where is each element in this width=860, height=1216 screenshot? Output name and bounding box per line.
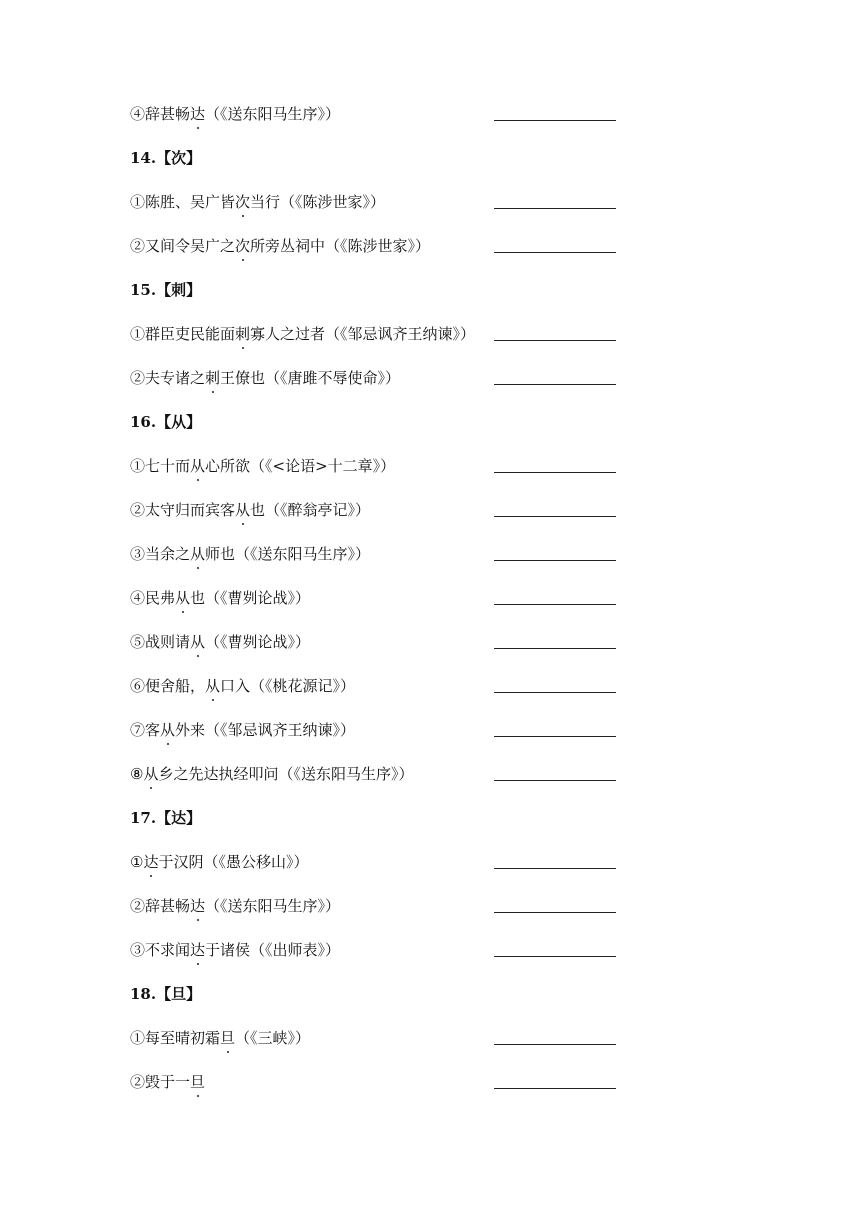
exercise-item bbox=[130, 366, 630, 410]
exercise-item bbox=[130, 498, 630, 542]
sentence-text bbox=[130, 850, 308, 874]
sentence-after: 当行（《陈涉世家》） bbox=[250, 193, 386, 211]
sentence-after: 外来（《邹忌讽齐王纳谏》） bbox=[175, 721, 356, 739]
sentence-text bbox=[130, 542, 370, 566]
answer-blank[interactable] bbox=[494, 692, 616, 693]
sentence-before: ①七十而 bbox=[130, 457, 191, 475]
emphasized-character: 达 bbox=[143, 850, 158, 874]
answer-blank[interactable] bbox=[494, 516, 616, 517]
sentence-before: ①每至晴初霜 bbox=[130, 1029, 221, 1047]
exercise-list bbox=[130, 102, 630, 1114]
sentence-before: ④民弗 bbox=[130, 589, 176, 607]
emphasized-character: 刺 bbox=[205, 366, 220, 390]
emphasized-character: 从 bbox=[190, 630, 205, 654]
sentence-before: ⑧ bbox=[130, 765, 144, 783]
emphasized-character: 达 bbox=[190, 894, 205, 918]
sentence-before: ①陈胜、吴广皆 bbox=[130, 193, 236, 211]
exercise-item bbox=[130, 190, 630, 234]
sentence-text bbox=[130, 1070, 205, 1094]
emphasized-character: 达 bbox=[190, 938, 205, 962]
answer-blank[interactable] bbox=[494, 208, 616, 209]
answer-blank[interactable] bbox=[494, 912, 616, 913]
emphasized-character: 从 bbox=[160, 718, 175, 742]
sentence-after: （《曹刿论战》） bbox=[205, 633, 311, 651]
sentence-text bbox=[130, 366, 400, 390]
exercise-item bbox=[130, 894, 630, 938]
sentence-after: 也（《曹刿论战》） bbox=[190, 589, 311, 607]
emphasized-character: 从 bbox=[175, 586, 190, 610]
sentence-text bbox=[130, 1026, 310, 1050]
sentence-before: ②夫专诸之 bbox=[130, 369, 206, 387]
sentence-before: ⑥便舍船， bbox=[130, 677, 206, 695]
sentence-after: 于汉阴（《愚公移山》） bbox=[158, 853, 309, 871]
exercise-item bbox=[130, 234, 630, 278]
answer-blank[interactable] bbox=[494, 736, 616, 737]
answer-blank[interactable] bbox=[494, 780, 616, 781]
exercise-item bbox=[130, 850, 630, 894]
sentence-text bbox=[130, 322, 475, 346]
emphasized-character: 从 bbox=[205, 674, 220, 698]
sentence-after: （《送东阳马生序》） bbox=[205, 105, 341, 123]
sentence-after: 乡之先达执经叩问（《送东阳马生序》） bbox=[158, 765, 414, 783]
sentence-before: ②太守归而宾客 bbox=[130, 501, 236, 519]
exercise-item bbox=[130, 938, 630, 982]
sentence-before: ④辞甚畅 bbox=[130, 105, 191, 123]
section-heading bbox=[130, 278, 630, 322]
sentence-text bbox=[130, 762, 413, 786]
answer-blank[interactable] bbox=[494, 604, 616, 605]
section-heading-text: 17.【达】 bbox=[130, 809, 202, 827]
exercise-item bbox=[130, 1070, 630, 1114]
exercise-item bbox=[130, 674, 630, 718]
sentence-after: （《送东阳马生序》） bbox=[205, 897, 341, 915]
sentence-text bbox=[130, 498, 370, 522]
answer-blank[interactable] bbox=[494, 956, 616, 957]
exercise-item bbox=[130, 542, 630, 586]
section-heading-text: 15.【刺】 bbox=[130, 281, 202, 299]
exercise-item bbox=[130, 762, 630, 806]
answer-blank[interactable] bbox=[494, 120, 616, 121]
emphasized-character: 刺 bbox=[235, 322, 250, 346]
section-heading bbox=[130, 410, 630, 454]
sentence-after: 于诸侯（《出师表》） bbox=[205, 941, 341, 959]
emphasized-character: 从 bbox=[143, 762, 158, 786]
emphasized-character: 次 bbox=[235, 190, 250, 214]
emphasized-character: 从 bbox=[190, 454, 205, 478]
sentence-after: 寡人之过者（《邹忌讽齐王纳谏》） bbox=[250, 325, 476, 343]
answer-blank[interactable] bbox=[494, 868, 616, 869]
sentence-text bbox=[130, 190, 385, 214]
exercise-item bbox=[130, 322, 630, 366]
emphasized-character: 达 bbox=[190, 102, 205, 126]
sentence-after: 师也（《送东阳马生序》） bbox=[205, 545, 371, 563]
answer-blank[interactable] bbox=[494, 252, 616, 253]
sentence-text bbox=[130, 454, 395, 478]
sentence-before: ⑦客 bbox=[130, 721, 161, 739]
section-heading bbox=[130, 982, 630, 1026]
answer-blank[interactable] bbox=[494, 648, 616, 649]
sentence-after: 心所欲（《<论语>十二章》） bbox=[205, 457, 396, 475]
section-heading-text: 14.【次】 bbox=[130, 149, 202, 167]
sentence-text bbox=[130, 894, 340, 918]
sentence-before: ②毁于一 bbox=[130, 1073, 191, 1091]
sentence-after: （《三峡》） bbox=[235, 1029, 311, 1047]
sentence-before: ②辞甚畅 bbox=[130, 897, 191, 915]
section-heading bbox=[130, 146, 630, 190]
exercise-item bbox=[130, 586, 630, 630]
sentence-before: ①群臣吏民能面 bbox=[130, 325, 236, 343]
section-heading-text: 16.【从】 bbox=[130, 413, 202, 431]
exercise-item bbox=[130, 1026, 630, 1070]
answer-blank[interactable] bbox=[494, 472, 616, 473]
sentence-text bbox=[130, 586, 310, 610]
emphasized-character: 旦 bbox=[220, 1026, 235, 1050]
answer-blank[interactable] bbox=[494, 340, 616, 341]
sentence-text bbox=[130, 674, 355, 698]
exercise-item bbox=[130, 630, 630, 674]
sentence-text bbox=[130, 630, 310, 654]
sentence-after: 也（《醉翁亭记》） bbox=[250, 501, 371, 519]
exercise-item bbox=[130, 718, 630, 762]
exercise-item bbox=[130, 102, 630, 146]
sentence-after: 王僚也（《唐雎不辱使命》） bbox=[220, 369, 401, 387]
sentence-before: ③当余之 bbox=[130, 545, 191, 563]
emphasized-character: 旦 bbox=[190, 1070, 205, 1094]
answer-blank[interactable] bbox=[494, 560, 616, 561]
answer-blank[interactable] bbox=[494, 1044, 616, 1045]
answer-blank[interactable] bbox=[494, 1088, 616, 1089]
section-heading-text: 18.【旦】 bbox=[130, 985, 202, 1003]
emphasized-character: 从 bbox=[190, 542, 205, 566]
emphasized-character: 从 bbox=[235, 498, 250, 522]
sentence-after: 所旁丛祠中（《陈涉世家》） bbox=[250, 237, 431, 255]
sentence-after: 口入（《桃花源记》） bbox=[220, 677, 356, 695]
sentence-before: ②又间令吴广之 bbox=[130, 237, 236, 255]
sentence-before: ① bbox=[130, 853, 144, 871]
exercise-item bbox=[130, 454, 630, 498]
sentence-text bbox=[130, 938, 340, 962]
sentence-before: ③不求闻 bbox=[130, 941, 191, 959]
sentence-text bbox=[130, 102, 340, 126]
sentence-text bbox=[130, 234, 430, 258]
sentence-before: ⑤战则请 bbox=[130, 633, 191, 651]
sentence-text bbox=[130, 718, 355, 742]
section-heading bbox=[130, 806, 630, 850]
emphasized-character: 次 bbox=[235, 234, 250, 258]
answer-blank[interactable] bbox=[494, 384, 616, 385]
